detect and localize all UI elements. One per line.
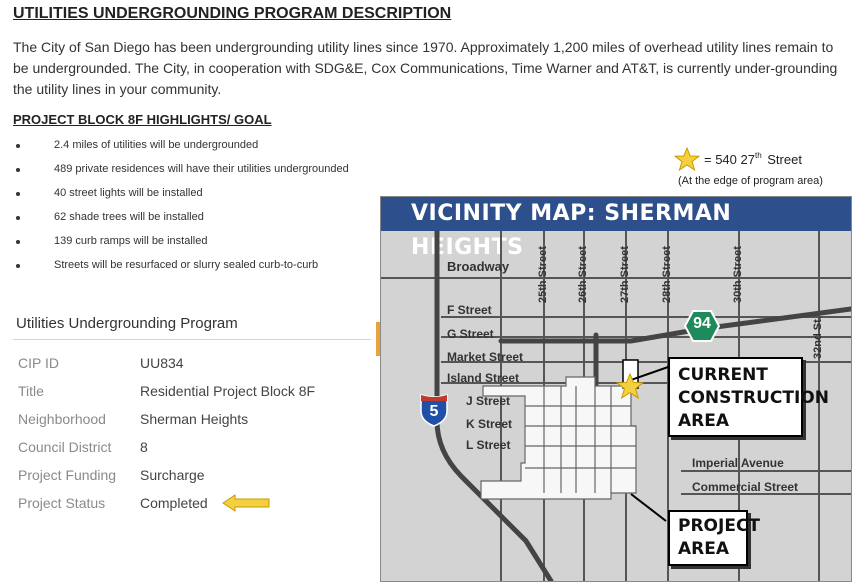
street-label: Imperial Avenue <box>692 456 784 470</box>
callout-project <box>631 494 666 521</box>
highway-94-shield: 94 <box>684 310 720 342</box>
list-item: 62 shade trees will be installed <box>13 209 349 233</box>
detail-label: Project Funding <box>18 467 117 483</box>
bullet-icon <box>16 216 20 220</box>
star-icon <box>616 373 644 399</box>
current-construction-callout: CURRENT CONSTRUCTION AREA <box>668 357 803 437</box>
street-label: 26th Street <box>577 246 589 303</box>
page-title: UTILITIES UNDERGROUNDING PROGRAM DESCRIPTION <box>13 5 452 22</box>
street-label: 25th Street <box>537 246 549 303</box>
street-label: F Street <box>447 303 492 317</box>
bullet-icon <box>16 240 20 244</box>
detail-value: 8 <box>140 439 148 455</box>
bullet-icon <box>16 192 20 196</box>
street-label: J Street <box>466 394 511 408</box>
detail-row <box>18 405 315 433</box>
bullet-icon <box>16 168 20 172</box>
detail-row <box>18 377 315 405</box>
legend-address: = 540 27th Street <box>704 151 802 167</box>
detail-label: Council District <box>18 439 112 455</box>
list-item: 2.4 miles of utilities will be undergrounded <box>13 137 349 161</box>
detail-value: Surcharge <box>140 467 205 483</box>
star-icon <box>674 147 700 171</box>
detail-value: Sherman Heights <box>140 411 249 427</box>
detail-value: Residential Project Block 8F <box>140 383 316 399</box>
detail-label: CIP ID <box>18 355 59 371</box>
detail-row <box>18 489 315 517</box>
vicinity-map <box>380 196 852 582</box>
highlights-list <box>13 137 349 281</box>
detail-label: Neighborhood <box>18 411 106 427</box>
street-label: 27th Street <box>619 246 631 303</box>
detail-value: UU834 <box>140 355 184 371</box>
street-label: 30th Street <box>732 246 744 303</box>
map-title: VICINITY MAP: SHERMAN HEIGHTS <box>381 197 851 231</box>
intro-paragraph: The City of San Diego has been undergrounding utility lines since 1970. Approximately 1,200 miles of overhead utility lines remain to be undergrounded. The City, in cooperation with SDG&E, Cox Communications, Time Warner and AT&T, is currently under-grounding the utility lines in your community. <box>13 39 838 97</box>
detail-row <box>18 349 315 377</box>
street-label: G Street <box>447 327 494 341</box>
street-label: Market Street <box>447 350 524 364</box>
status-value: Completed <box>140 495 208 511</box>
street-label: Broadway <box>447 259 510 274</box>
bullet-icon <box>16 264 20 268</box>
street-label: Island Street <box>447 371 520 385</box>
program-heading: Utilities Undergrounding Program <box>16 315 238 332</box>
detail-label: Title <box>18 383 44 399</box>
street-label: 32nd St. <box>812 316 824 359</box>
detail-row <box>18 461 315 489</box>
legend-note: (At the edge of program area) <box>678 175 823 187</box>
highlights-heading: PROJECT BLOCK 8F HIGHLIGHTS/ GOAL <box>13 112 272 127</box>
list-item: 489 private residences will have their utilities undergrounded <box>13 161 349 185</box>
program-details <box>18 349 315 517</box>
street-label: Commercial Street <box>692 480 799 494</box>
left-arrow-icon <box>222 494 270 512</box>
detail-label: Project Status <box>18 495 106 511</box>
detail-row <box>18 433 315 461</box>
list-item: 40 street lights will be installed <box>13 185 349 209</box>
list-item: Streets will be resurfaced or slurry sealed curb-to-curb <box>13 257 349 281</box>
street-label: L Street <box>466 438 511 452</box>
divider <box>13 339 371 340</box>
street-label: 28th Street <box>661 246 673 303</box>
street-label: K Street <box>466 417 513 431</box>
interstate-5-shield: 5 <box>419 393 449 427</box>
bullet-icon <box>16 144 20 148</box>
project-area-callout: PROJECT AREA <box>668 510 748 566</box>
list-item: 139 curb ramps will be installed <box>13 233 349 257</box>
map-legend <box>674 147 854 187</box>
